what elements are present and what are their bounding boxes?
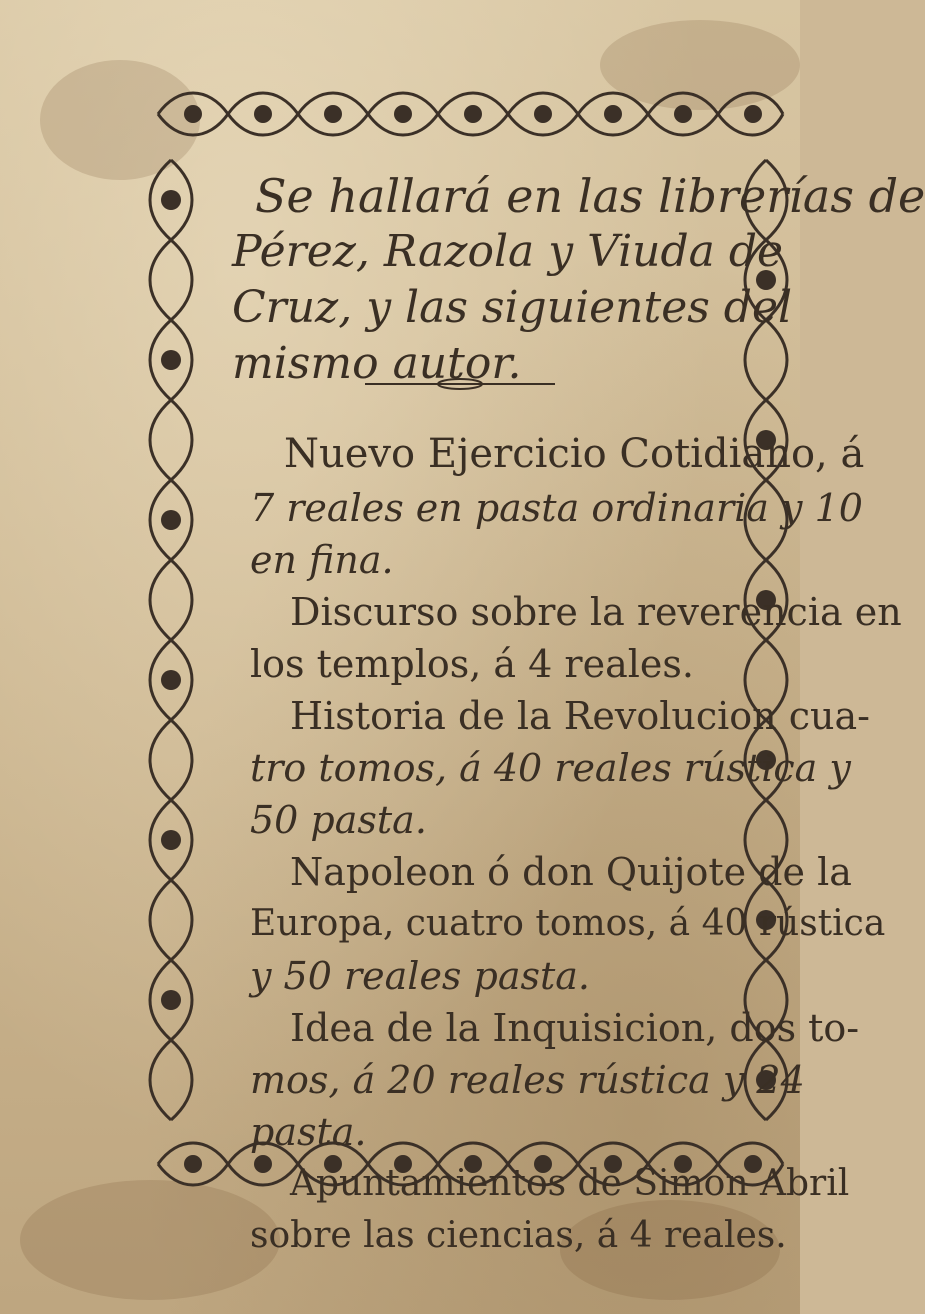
- ornamental-border-left: [140, 150, 202, 1130]
- entry-line: tro tomos, á 40 reales rústica y: [250, 746, 851, 790]
- entry-title: Nuevo Ejercicio Cotidiano, á: [284, 431, 865, 477]
- ornament-column-icon: [141, 155, 201, 1125]
- header-line-1: Se hallará en las librerías de: [255, 169, 925, 223]
- entry-line: mos, á 20 reales rústica y 24: [250, 1058, 805, 1102]
- entry-title: Napoleon ó don Quijote de la: [290, 850, 852, 894]
- entry-title: Idea de la Inquisicion, dos to-: [290, 1006, 860, 1050]
- decorative-rule-icon: [365, 378, 555, 390]
- entry-line: pasta.: [250, 1110, 367, 1154]
- entry-line: los templos, á 4 reales.: [250, 642, 694, 686]
- header-line-2: Pérez, Razola y Viuda de: [232, 226, 784, 277]
- ornamental-border-top: [140, 78, 795, 150]
- header-line-3: Cruz, y las siguientes del: [232, 282, 793, 333]
- entry-line: sobre las ciencias, á 4 reales.: [250, 1215, 787, 1256]
- entry-title: Historia de la Revolucion cua-: [290, 694, 870, 738]
- entry-line: en fina.: [250, 538, 394, 582]
- entry-line: y 50 reales pasta.: [250, 954, 590, 998]
- ornament-band-icon: [148, 81, 788, 147]
- entry-title: Discurso sobre la reverencia en: [290, 590, 902, 634]
- entry-line: Europa, cuatro tomos, á 40 rústica: [250, 903, 886, 944]
- header-line-4: mismo autor.: [232, 338, 522, 389]
- entry-line: 50 pasta.: [250, 798, 427, 842]
- entry-title: Apuntamientos de Simon Abril: [290, 1163, 850, 1204]
- entry-line: 7 reales en pasta ordinaria y 10: [250, 486, 863, 530]
